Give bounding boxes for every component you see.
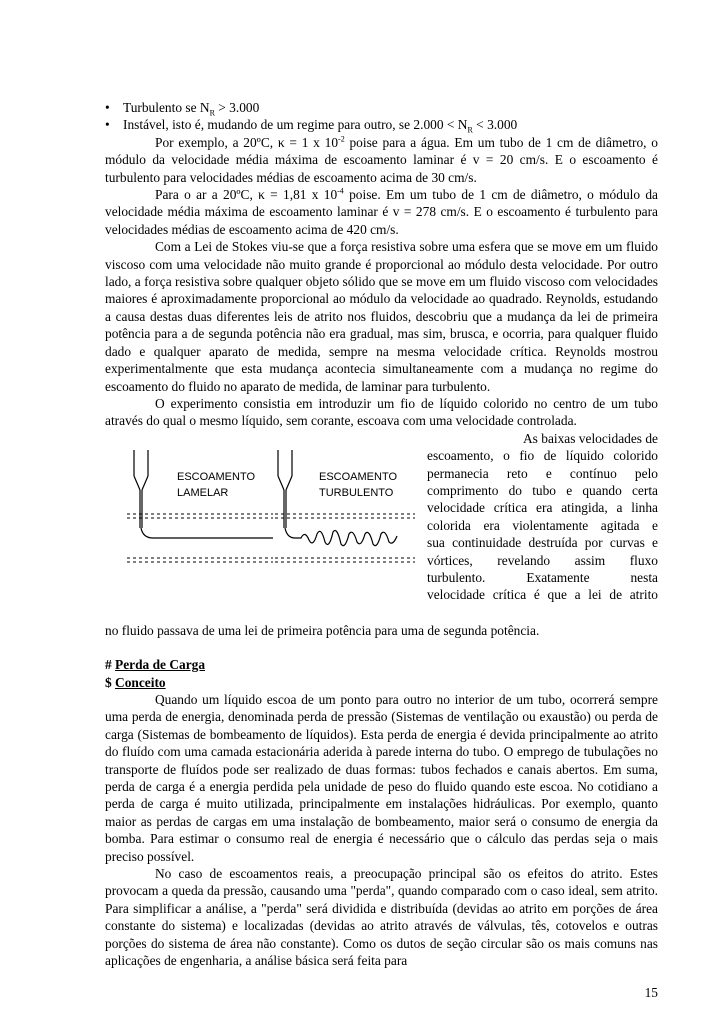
injector-turbulent xyxy=(278,450,292,528)
figure-section xyxy=(105,430,658,622)
label-turbulent-line1: ESCOAMENTO xyxy=(319,470,398,483)
figure-text-continuation: no fluido passava de uma lei de primeira potência para uma de segunda potência. xyxy=(105,622,540,638)
figure-text-line: velocidade crítica era atingida, a linha xyxy=(427,500,658,516)
bullet-item: • Turbulento se $N_R > 3.000$ xyxy=(105,100,260,118)
figure-side-text xyxy=(427,430,658,604)
figure-text-line: escoamento, o fio de líquido colorido xyxy=(427,448,658,464)
label-turbulent-line2: TURBULENTO xyxy=(319,486,394,499)
page-number: 15 xyxy=(644,985,658,1000)
figure-text-line: permanecia reto e contínuo pelo xyxy=(427,465,658,481)
paragraph-stokes: Com a Lei de Stokes viu-se que a força resistiva sobre uma esfera que se move em um fluido viscoso com uma velocidade não muito grande é proporcional ao módulo desta velocidade. Por outro lado, a força resistiva sobre qualquer objeto sólido que se move em um fluido viscoso com velocidades maiores é aproximadamente proporcional ao módulo da velocidade ao quadrado. Reynolds, estudando a causa destas duas diferentes leis de atrito nos fluidos, descobriu que a mudança da lei de primeira potência para a de segunda potência não era gradual, mas sim, brusca, e ocorria, para qualquer fluido dado e qualquer aparato de medida, sempre na mesma velocidade crítica. Reynolds mostrou experimentalmente que esta mudança acontecia simultaneamente com a mudança no regime do escoamento do fluido no aparato de medida, de laminar para turbulento. xyxy=(105,239,658,394)
bullet-item: • Instável, isto é, mudando de um regime para outro, se $2.000 < N_R < 3.000$ xyxy=(105,117,518,136)
dye-line-turbulent xyxy=(285,528,397,546)
figure-text-line: velocidade crítica é que a lei de atrito xyxy=(427,587,658,603)
paragraph-experiment: O experimento consistia em introduzir um fio de líquido colorido no centro de um tubo através do qual o mesmo líquido, sem corante, escoava com uma velocidade controlada. xyxy=(105,395,658,429)
figure-text-line: colorida era violentamente agitada e xyxy=(427,517,658,533)
figure-text-line: As baixas velocidades de xyxy=(523,430,658,446)
subsection-heading: $ Conceito xyxy=(105,674,166,690)
paragraph-water-example: Por exemplo, a 20ºC, κ = 1 x $10^{-2}$ poise para a água. Em um tubo de 1 cm de diâmetro, o módulo da velocidade média máxima de escoamento laminar é v = 20 cm/s. E o escoamento é turbulento para velocidades médias de escoamento acima de 30 cm/s. xyxy=(105,134,658,185)
figure-text-line: turbulento. Exatamente nesta xyxy=(427,569,658,585)
bullet-icon: • xyxy=(105,100,110,115)
dye-line-laminar xyxy=(141,528,273,538)
paragraph-perda-de-carga: Quando um líquido escoa de um ponto para outro no interior de um tubo, ocorrerá sempre uma perda de energia, denominada perda de pressão (Sistemas de ventilação ou exaustão) ou perda de carga (Sistemas de bombeamento de líquidos). Esta perda de energia é devida principalmente ao atrito do fluído com uma camada estacionária aderida à parede interna do tubo. O emprego de tubulações no transporte de fluídos pode ser realizado de duas formas: tubos fechados e canais abertos. Em suma, perda de carga é a energia perdida pela unidade de peso do fluido quando este escoa. No cotidiano a perda de carga é muito utilizada, principalmente em instalações hidráulicas. Por exemplo, quanto maior as perdas de cargas em uma instalação de bombeamento, maior será o consumo de energia da bomba. Para estimar o consumo real de energia é necessário que o cálculo das perdas seja o mais preciso possível. xyxy=(105,691,658,864)
label-laminar-line2: LAMELAR xyxy=(177,486,229,499)
figure-text-line: sua continuidade destruída por curvas e xyxy=(427,535,658,551)
paragraph-escoamentos-reais: No caso de escoamentos reais, a preocupação principal são os efeitos do atrito. Estes provocam a queda da pressão, causando uma "perda", quando comparado com o caso ideal, sem atrito. Para simplificar a análise, a "perda" será dividida e distribuída (devidas ao atrito em porções de área constante do sistema) e localizadas (devidas ao atrito através de válvulas, tês, cotovelos e outras porções do sistema de área não constante). Como os dutos de seção circular são os mais comuns nas aplicações de engenharia, a análise básica será feita para xyxy=(105,866,658,969)
page-body xyxy=(105,99,658,969)
injector-laminar xyxy=(134,450,148,528)
label-laminar-line1: ESCOAMENTO xyxy=(177,470,256,483)
paragraph-air-example: Para o ar a 20ºC, κ = 1,81 x $10^{-4}$ poise. Em um tubo de 1 cm de diâmetro, o módulo da velocidade média máxima de escoamento laminar é v = 278 cm/s. E o escoamento é turbulento para velocidades médias de escoamento acima de 420 cm/s. xyxy=(105,186,658,237)
figure-text-line: vórtices, revelando assim fluxo xyxy=(427,552,658,568)
reynolds-experiment-figure xyxy=(105,430,423,622)
section-heading: # Perda de Carga xyxy=(105,657,206,673)
figure-text-line: comprimento do tubo e quando certa xyxy=(427,482,658,498)
bullet-icon: • xyxy=(105,117,110,133)
